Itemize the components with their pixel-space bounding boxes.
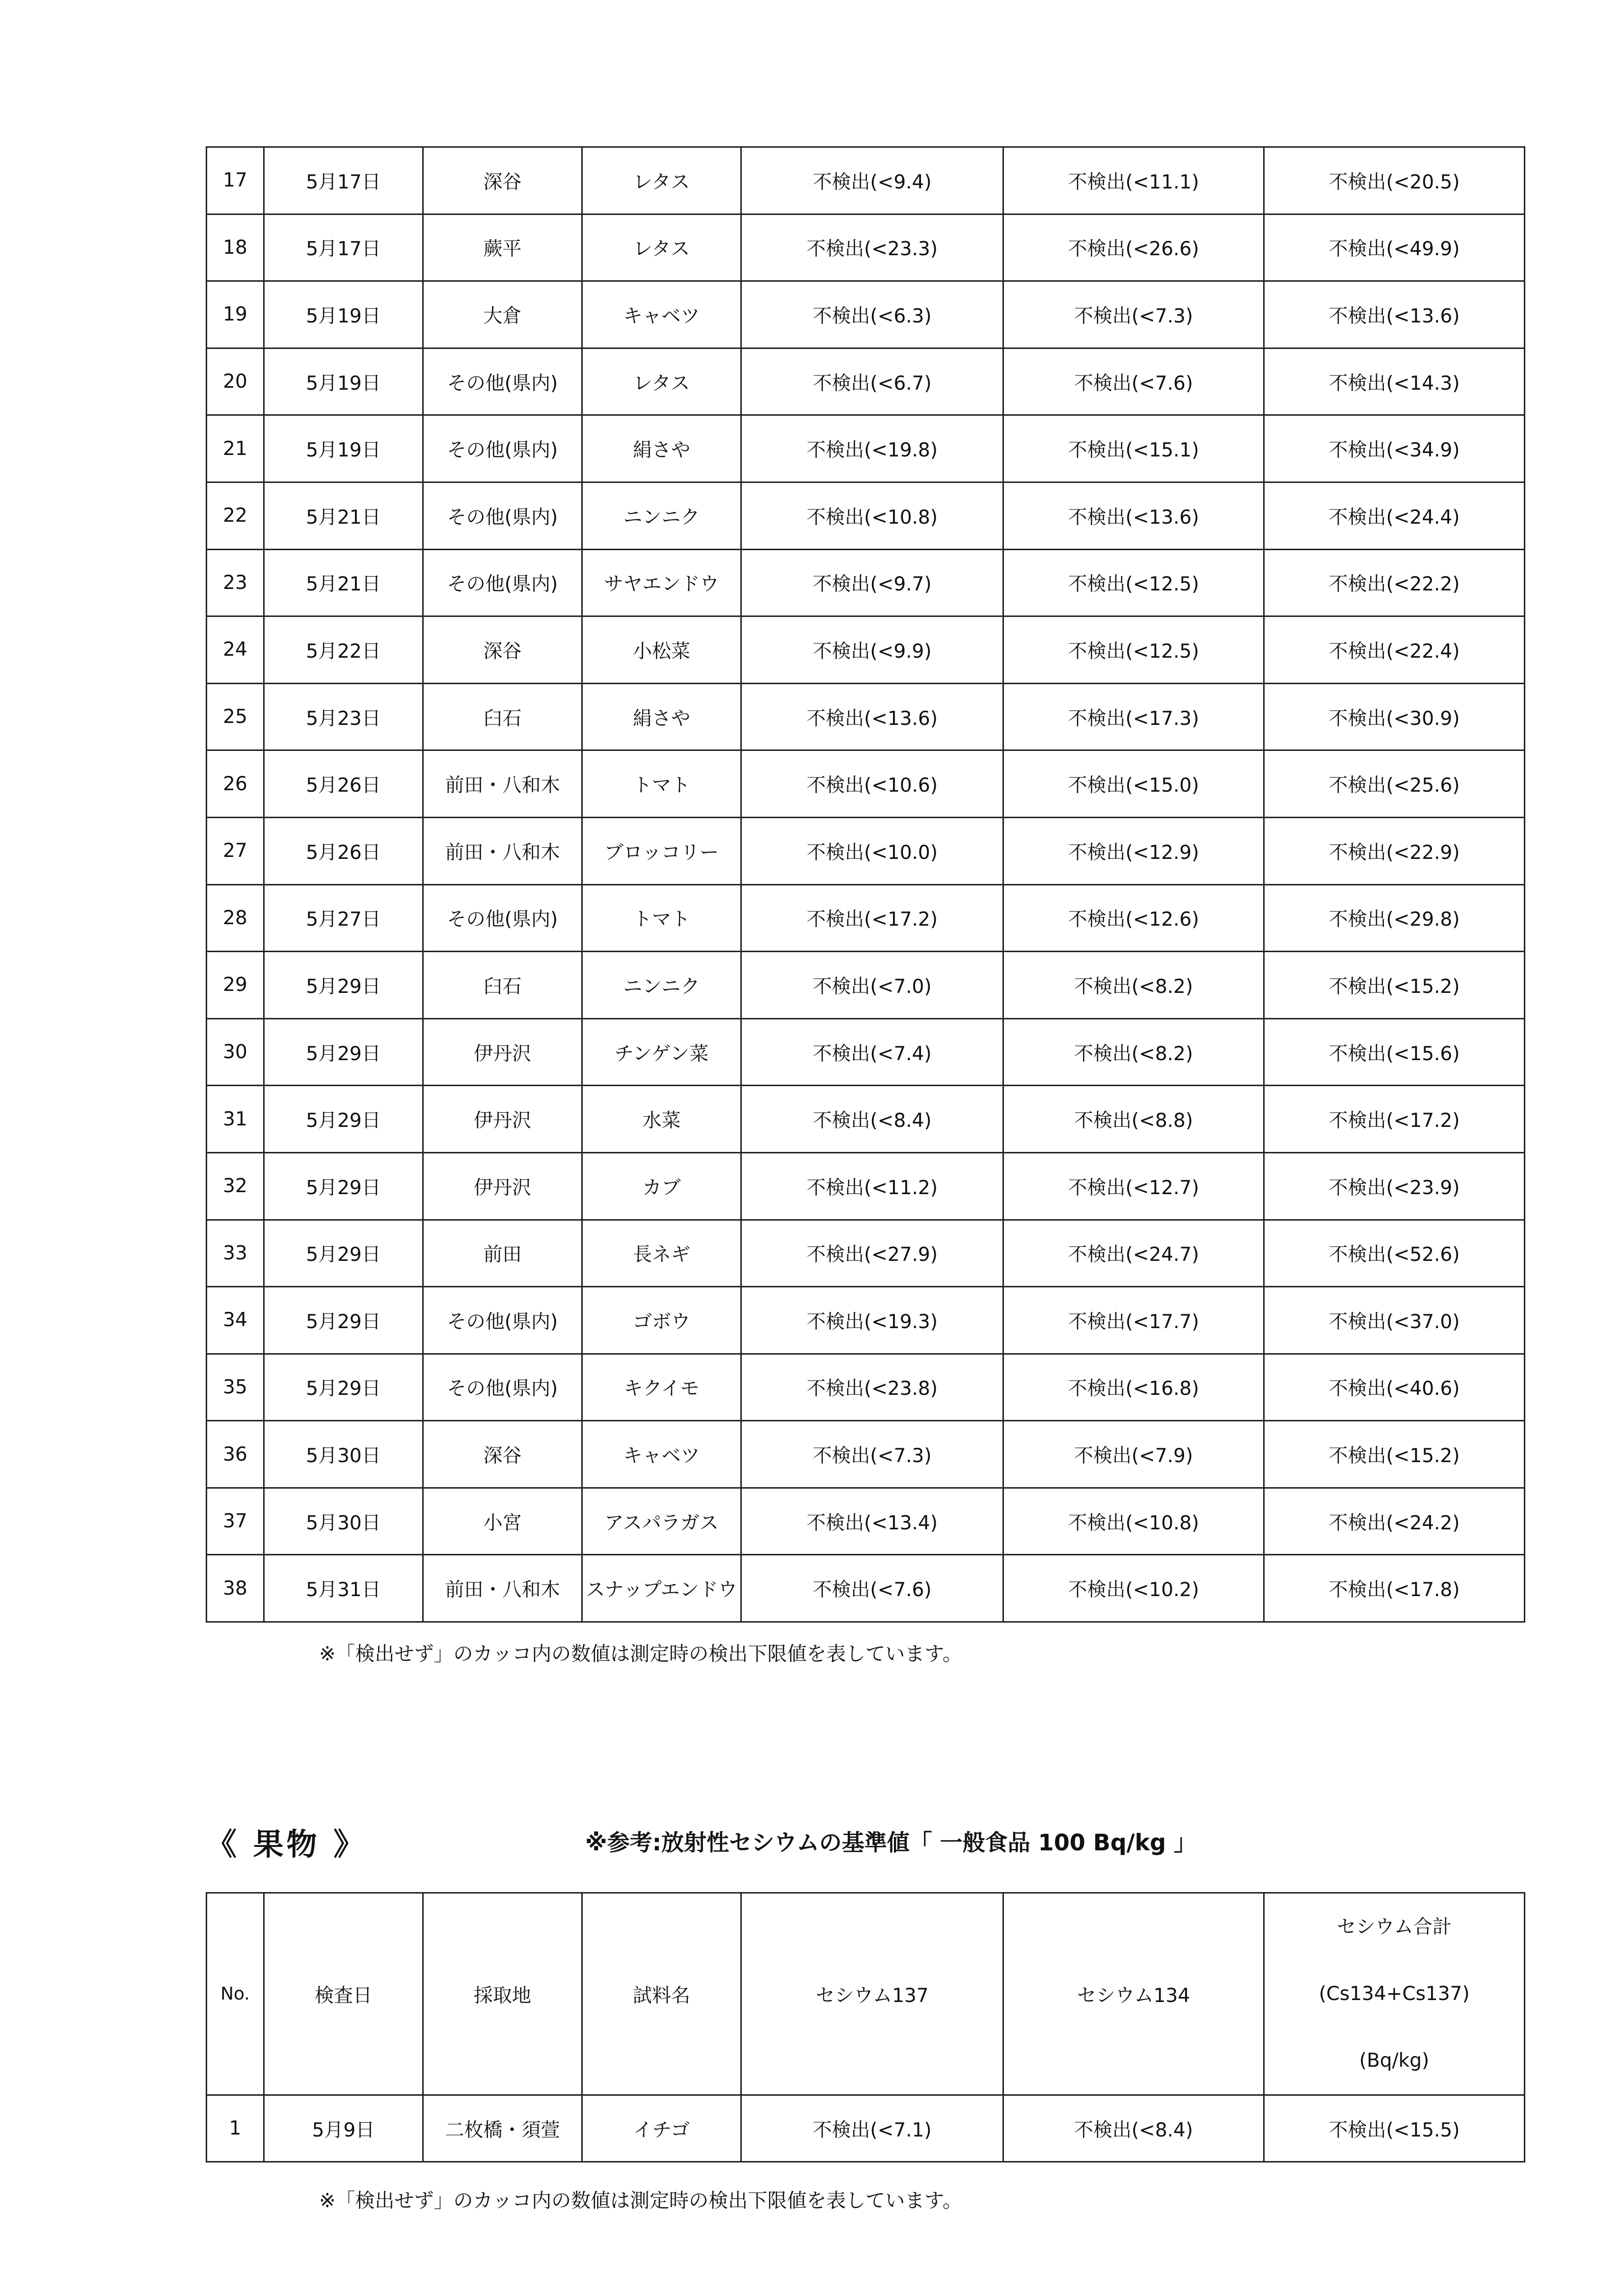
vegetable-table-row	[207, 1220, 1525, 1287]
cell-date: 5月26日	[264, 750, 423, 818]
cell-cs134: 不検出(<7.6)	[1003, 348, 1264, 415]
cell-date: 5月27日	[264, 884, 423, 952]
header-cs134: セシウム134	[1003, 1893, 1264, 2095]
cell-cesium-total: 不検出(<24.2)	[1264, 1488, 1525, 1555]
cell-sample: 水菜	[582, 1086, 741, 1153]
cell-sample: イチゴ	[582, 2095, 741, 2162]
vegetable-table-row	[207, 281, 1525, 348]
cell-cesium-total: 不検出(<23.9)	[1264, 1152, 1525, 1220]
cell-date: 5月21日	[264, 549, 423, 616]
cell-cs134: 不検出(<12.6)	[1003, 884, 1264, 952]
cell-cs137: 不検出(<19.8)	[741, 415, 1003, 482]
cell-location: 二枚橋・須萱	[423, 2095, 582, 2162]
cell-sample: 絹さや	[582, 683, 741, 750]
cell-cesium-total: 不検出(<24.4)	[1264, 482, 1525, 549]
vegetable-table-row	[207, 817, 1525, 884]
cell-cesium-total: 不検出(<17.8)	[1264, 1555, 1525, 1622]
cell-location: 前田・八和木	[423, 1555, 582, 1622]
header-no: No.	[207, 1893, 264, 2095]
header-total-line3: (Bq/kg)	[1359, 2049, 1430, 2072]
cell-date: 5月29日	[264, 1018, 423, 1086]
cell-location: 小宮	[423, 1488, 582, 1555]
cell-cesium-total: 不検出(<29.8)	[1264, 884, 1525, 952]
cell-cs137: 不検出(<11.2)	[741, 1152, 1003, 1220]
cell-date: 5月17日	[264, 214, 423, 281]
cell-location: その他(県内)	[423, 1287, 582, 1354]
cell-cs134: 不検出(<26.6)	[1003, 214, 1264, 281]
cell-cs137: 不検出(<23.3)	[741, 214, 1003, 281]
vegetable-table-row	[207, 348, 1525, 415]
cell-location: 前田	[423, 1220, 582, 1287]
vegetable-table-row	[207, 147, 1525, 214]
cell-location: その他(県内)	[423, 549, 582, 616]
cell-cs137: 不検出(<23.8)	[741, 1354, 1003, 1421]
cell-sample: キャベツ	[582, 1421, 741, 1488]
cell-no: 1	[207, 2095, 264, 2162]
cell-no: 26	[207, 750, 264, 818]
cell-location: その他(県内)	[423, 482, 582, 549]
cell-no: 22	[207, 482, 264, 549]
cell-date: 5月29日	[264, 1354, 423, 1421]
cell-cesium-total: 不検出(<52.6)	[1264, 1220, 1525, 1287]
cell-sample: ブロッコリー	[582, 817, 741, 884]
vegetable-table-row	[207, 1555, 1525, 1622]
header-sample: 試料名	[582, 1893, 741, 2095]
header-cesium-total	[1264, 1893, 1525, 2095]
cell-date: 5月26日	[264, 817, 423, 884]
vegetable-table-row	[207, 1086, 1525, 1153]
cell-date: 5月30日	[264, 1488, 423, 1555]
cell-location: その他(県内)	[423, 415, 582, 482]
vegetable-table-row	[207, 1018, 1525, 1086]
cell-cesium-total: 不検出(<25.6)	[1264, 750, 1525, 818]
cell-cs134: 不検出(<8.2)	[1003, 952, 1264, 1019]
cell-date: 5月21日	[264, 482, 423, 549]
cell-cs134: 不検出(<12.5)	[1003, 549, 1264, 616]
cell-date: 5月17日	[264, 147, 423, 214]
cell-no: 36	[207, 1421, 264, 1488]
cell-no: 19	[207, 281, 264, 348]
cell-location: 大倉	[423, 281, 582, 348]
cell-location: 臼石	[423, 952, 582, 1019]
cell-sample: カブ	[582, 1152, 741, 1220]
cell-location: 伊丹沢	[423, 1018, 582, 1086]
cell-cesium-total: 不検出(<15.2)	[1264, 952, 1525, 1019]
cell-cs137: 不検出(<9.4)	[741, 147, 1003, 214]
cell-cesium-total: 不検出(<30.9)	[1264, 683, 1525, 750]
cell-date: 5月29日	[264, 1220, 423, 1287]
cell-cs134: 不検出(<13.6)	[1003, 482, 1264, 549]
vegetable-results-table	[206, 146, 1525, 1623]
cell-sample: アスパラガス	[582, 1488, 741, 1555]
cell-cs137: 不検出(<7.3)	[741, 1421, 1003, 1488]
cell-sample: ニンニク	[582, 482, 741, 549]
cell-cesium-total: 不検出(<17.2)	[1264, 1086, 1525, 1153]
cell-location: 伊丹沢	[423, 1152, 582, 1220]
cell-no: 31	[207, 1086, 264, 1153]
cell-cs134: 不検出(<10.2)	[1003, 1555, 1264, 1622]
cell-cs137: 不検出(<7.1)	[741, 2095, 1003, 2162]
cell-cs137: 不検出(<9.7)	[741, 549, 1003, 616]
cell-no: 24	[207, 616, 264, 684]
cell-cs137: 不検出(<10.6)	[741, 750, 1003, 818]
cell-cesium-total: 不検出(<15.5)	[1264, 2095, 1525, 2162]
cell-no: 32	[207, 1152, 264, 1220]
vegetable-table-row	[207, 750, 1525, 818]
cell-cesium-total: 不検出(<40.6)	[1264, 1354, 1525, 1421]
cell-sample: キャベツ	[582, 281, 741, 348]
cell-sample: チンゲン菜	[582, 1018, 741, 1086]
cell-sample: キクイモ	[582, 1354, 741, 1421]
cell-cs134: 不検出(<7.3)	[1003, 281, 1264, 348]
cell-location: その他(県内)	[423, 884, 582, 952]
cell-sample: スナップエンドウ	[582, 1555, 741, 1622]
cell-date: 5月19日	[264, 415, 423, 482]
cell-cs134: 不検出(<17.3)	[1003, 683, 1264, 750]
cell-no: 38	[207, 1555, 264, 1622]
cell-cs137: 不検出(<7.4)	[741, 1018, 1003, 1086]
cell-location: 蕨平	[423, 214, 582, 281]
cesium-standard-reference: ※参考:放射性セシウムの基準値「 一般食品 100 Bq/kg 」	[585, 1829, 1197, 1856]
fruit-table-header-row	[207, 1893, 1525, 2095]
header-total-line2: (Cs134+Cs137)	[1319, 1982, 1470, 2005]
cell-no: 37	[207, 1488, 264, 1555]
cell-cs134: 不検出(<11.1)	[1003, 147, 1264, 214]
cell-cs137: 不検出(<10.8)	[741, 482, 1003, 549]
cell-cs134: 不検出(<12.9)	[1003, 817, 1264, 884]
cell-cesium-total: 不検出(<22.9)	[1264, 817, 1525, 884]
cell-cs137: 不検出(<9.9)	[741, 616, 1003, 684]
fruit-table-row	[207, 2095, 1525, 2162]
cell-sample: 絹さや	[582, 415, 741, 482]
cell-cesium-total: 不検出(<34.9)	[1264, 415, 1525, 482]
cell-location: 深谷	[423, 616, 582, 684]
cell-location: その他(県内)	[423, 1354, 582, 1421]
cell-date: 5月31日	[264, 1555, 423, 1622]
cell-cs134: 不検出(<12.7)	[1003, 1152, 1264, 1220]
cell-cs134: 不検出(<8.2)	[1003, 1018, 1264, 1086]
cell-no: 34	[207, 1287, 264, 1354]
cell-no: 18	[207, 214, 264, 281]
cell-cs134: 不検出(<15.1)	[1003, 415, 1264, 482]
fruit-table-body	[207, 1893, 1525, 2162]
cell-cs137: 不検出(<13.4)	[741, 1488, 1003, 1555]
cell-date: 5月29日	[264, 952, 423, 1019]
cell-cs137: 不検出(<7.0)	[741, 952, 1003, 1019]
header-date: 検査日	[264, 1893, 423, 2095]
cell-no: 25	[207, 683, 264, 750]
cell-cesium-total: 不検出(<22.2)	[1264, 549, 1525, 616]
vegetable-table-row	[207, 415, 1525, 482]
cell-no: 21	[207, 415, 264, 482]
vegetable-table-row	[207, 214, 1525, 281]
cell-sample: ニンニク	[582, 952, 741, 1019]
cell-date: 5月29日	[264, 1152, 423, 1220]
cell-sample: ゴボウ	[582, 1287, 741, 1354]
detection-limit-note-fruit: ※「検出せず」のカッコ内の数値は測定時の検出下限値を表しています。	[319, 2189, 962, 2212]
cell-date: 5月9日	[264, 2095, 423, 2162]
vegetable-table-row	[207, 1488, 1525, 1555]
cell-no: 17	[207, 147, 264, 214]
cell-sample: レタス	[582, 348, 741, 415]
vegetable-table-row	[207, 1152, 1525, 1220]
cell-no: 28	[207, 884, 264, 952]
cell-sample: レタス	[582, 214, 741, 281]
cell-location: 前田・八和木	[423, 817, 582, 884]
header-cs137: セシウム137	[741, 1893, 1003, 2095]
cell-no: 35	[207, 1354, 264, 1421]
vegetable-table-row	[207, 683, 1525, 750]
cell-cs134: 不検出(<8.8)	[1003, 1086, 1264, 1153]
cell-sample: 小松菜	[582, 616, 741, 684]
cell-cs134: 不検出(<7.9)	[1003, 1421, 1264, 1488]
cell-date: 5月23日	[264, 683, 423, 750]
cell-sample: レタス	[582, 147, 741, 214]
detection-limit-note: ※「検出せず」のカッコ内の数値は測定時の検出下限値を表しています。	[319, 1643, 962, 1665]
cell-location: 前田・八和木	[423, 750, 582, 818]
cell-cs137: 不検出(<7.6)	[741, 1555, 1003, 1622]
fruit-section-title: 《 果物 》	[206, 1826, 367, 1862]
vegetable-table-row	[207, 1287, 1525, 1354]
cell-date: 5月30日	[264, 1421, 423, 1488]
vegetable-table-row	[207, 616, 1525, 684]
vegetable-table-row	[207, 1354, 1525, 1421]
cell-cs137: 不検出(<13.6)	[741, 683, 1003, 750]
cell-cs134: 不検出(<8.4)	[1003, 2095, 1264, 2162]
cell-cesium-total: 不検出(<37.0)	[1264, 1287, 1525, 1354]
cell-no: 33	[207, 1220, 264, 1287]
fruit-results-table	[206, 1892, 1525, 2163]
cell-cesium-total: 不検出(<20.5)	[1264, 147, 1525, 214]
cell-cesium-total: 不検出(<22.4)	[1264, 616, 1525, 684]
cell-cs134: 不検出(<17.7)	[1003, 1287, 1264, 1354]
header-location: 採取地	[423, 1893, 582, 2095]
cell-cesium-total: 不検出(<15.2)	[1264, 1421, 1525, 1488]
cell-sample: トマト	[582, 884, 741, 952]
cell-location: その他(県内)	[423, 348, 582, 415]
cell-date: 5月19日	[264, 348, 423, 415]
cell-no: 30	[207, 1018, 264, 1086]
vegetable-table-row	[207, 482, 1525, 549]
cell-location: 深谷	[423, 147, 582, 214]
cell-location: 伊丹沢	[423, 1086, 582, 1153]
cell-sample: 長ネギ	[582, 1220, 741, 1287]
cell-cesium-total: 不検出(<13.6)	[1264, 281, 1525, 348]
cell-cs134: 不検出(<10.8)	[1003, 1488, 1264, 1555]
cell-sample: トマト	[582, 750, 741, 818]
cell-cesium-total: 不検出(<49.9)	[1264, 214, 1525, 281]
cell-no: 23	[207, 549, 264, 616]
cell-date: 5月19日	[264, 281, 423, 348]
cell-no: 20	[207, 348, 264, 415]
cell-cesium-total: 不検出(<15.6)	[1264, 1018, 1525, 1086]
vegetable-table-row	[207, 884, 1525, 952]
cell-cs137: 不検出(<6.3)	[741, 281, 1003, 348]
cell-cs137: 不検出(<6.7)	[741, 348, 1003, 415]
vegetable-table-row	[207, 549, 1525, 616]
cell-cesium-total: 不検出(<14.3)	[1264, 348, 1525, 415]
cell-location: 臼石	[423, 683, 582, 750]
vegetable-table-row	[207, 1421, 1525, 1488]
cell-date: 5月22日	[264, 616, 423, 684]
cell-cs134: 不検出(<15.0)	[1003, 750, 1264, 818]
cell-no: 29	[207, 952, 264, 1019]
cell-cs137: 不検出(<27.9)	[741, 1220, 1003, 1287]
cell-cs137: 不検出(<8.4)	[741, 1086, 1003, 1153]
cell-cs134: 不検出(<12.5)	[1003, 616, 1264, 684]
vegetable-table-body	[207, 147, 1525, 1622]
cell-cs134: 不検出(<24.7)	[1003, 1220, 1264, 1287]
cell-no: 27	[207, 817, 264, 884]
cell-date: 5月29日	[264, 1086, 423, 1153]
cell-cs137: 不検出(<17.2)	[741, 884, 1003, 952]
cell-location: 深谷	[423, 1421, 582, 1488]
cell-cs137: 不検出(<10.0)	[741, 817, 1003, 884]
cell-cs134: 不検出(<16.8)	[1003, 1354, 1264, 1421]
cell-sample: サヤエンドウ	[582, 549, 741, 616]
vegetable-table-row	[207, 952, 1525, 1019]
cell-date: 5月29日	[264, 1287, 423, 1354]
header-total-line1: セシウム合計	[1337, 1916, 1452, 1938]
cell-cs137: 不検出(<19.3)	[741, 1287, 1003, 1354]
